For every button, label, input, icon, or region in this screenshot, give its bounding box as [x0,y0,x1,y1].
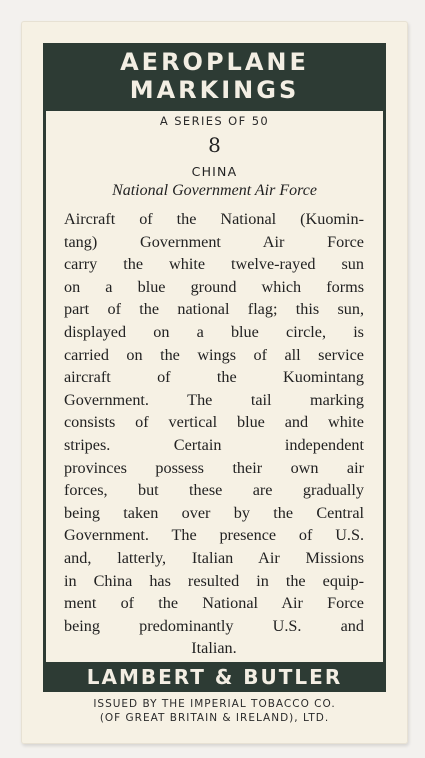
description-line: Italian. [191,639,237,658]
description-line: consists of vertical blue and white [64,413,364,432]
series-title-banner [43,43,386,111]
description-line: displayed on a blue circle, is [64,322,364,341]
issuer-footer [21,697,408,725]
description-line: forces, but these are gradually [64,481,364,500]
series-title-line-1: AEROPLANE [120,48,309,76]
description-line: and, latterly, Italian Air Missions [64,548,364,567]
description-line: Aircraft of the National (Kuomin- [64,210,364,228]
issuer-line-2: (OF GREAT BRITAIN & IRELAND), LTD. [99,712,330,724]
maker-banner: LAMBERT & BUTLER [43,662,386,692]
description-line: tang) Government Air Force [64,232,364,251]
description-line: carry the white twelve-rayed sun [64,255,364,274]
description-line: stripes. Certain independent [64,435,364,454]
description-line: provinces possess their own air [64,458,364,477]
description-line: aircraft of the Kuomintang [64,368,364,387]
description-line: Government. The presence of U.S. [64,526,364,545]
description-line: Government. The tail marking [64,390,364,409]
description-line: on a blue ground which forms [64,277,364,296]
description-line: being taken over by the Central [64,503,364,522]
card-number: 8 [208,133,221,157]
description-line: being predominantly U.S. and [64,616,364,635]
description-line: carried on the wings of all service [64,345,364,364]
description-text [64,208,364,660]
series-label: A SERIES OF 50 [159,114,270,128]
issuer-line-1: ISSUED BY THE IMPERIAL TOBACCO CO. [93,698,336,710]
series-title-line-2: MARKINGS [129,76,300,104]
marking-subtitle: National Government Air Force [112,182,317,199]
description-line: ment of the National Air Force [64,594,364,613]
description-line: part of the national flag; this sun, [64,300,364,319]
cigarette-card [21,21,408,744]
country-heading: CHINA [191,164,238,179]
description-line: in China has resulted in the equip- [64,571,364,590]
